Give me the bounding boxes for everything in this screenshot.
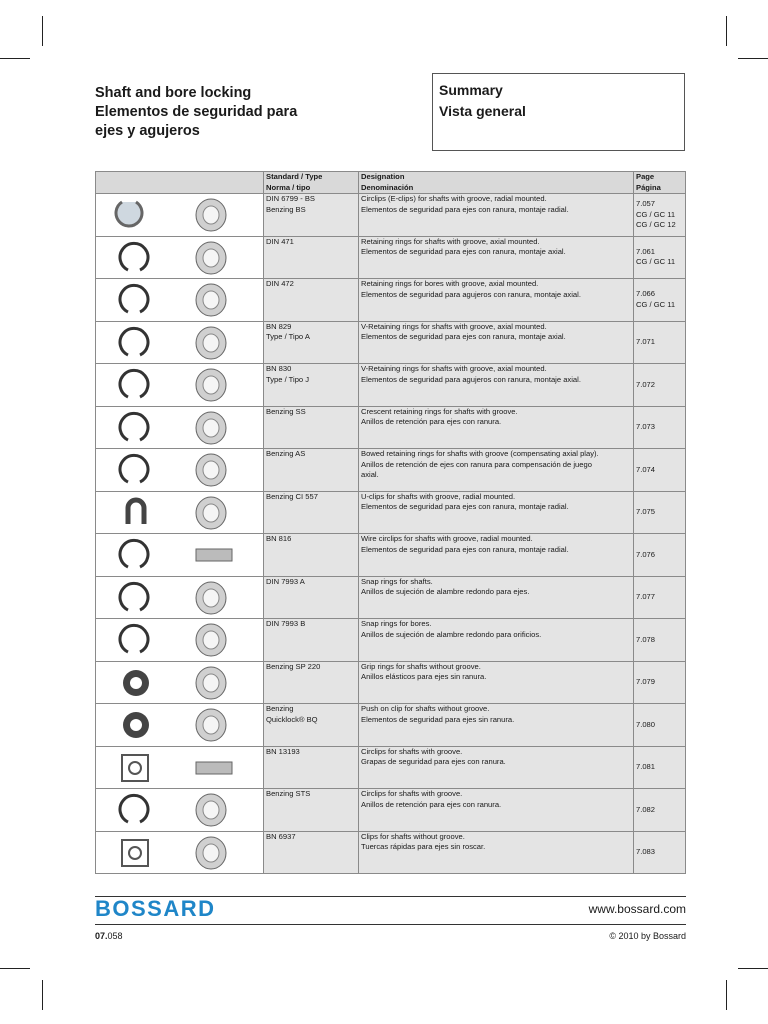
table-row <box>96 449 686 492</box>
row-page-text: 7.076 <box>636 549 656 559</box>
crop-mark <box>42 980 43 1010</box>
row-page-text: 7.072 <box>636 379 656 389</box>
row-page-cell <box>634 534 686 577</box>
row-standard-cell <box>264 406 359 449</box>
crop-mark <box>738 58 768 59</box>
clip-no-groove-icon <box>98 832 262 873</box>
row-standard-text: DIN 7993 A <box>266 576 305 586</box>
row-designation-cell <box>359 491 634 534</box>
row-designation-text: Clips for shafts without groove. <box>361 831 465 841</box>
crop-mark <box>42 16 43 46</box>
row-designation-text: Anillos elásticos para ejes sin ranura. <box>361 672 487 682</box>
website-link[interactable]: www.bossard.com <box>588 902 686 916</box>
snap-ring-bore-icon <box>98 619 262 660</box>
row-designation-text: Bowed retaining rings for shafts with groove (compensating axial play). <box>361 449 599 459</box>
crescent-ring-icon <box>98 407 262 448</box>
row-designation-cell <box>359 789 634 832</box>
row-standard-text: Benzing SS <box>266 406 306 416</box>
row-page-text: CG / GC 11 <box>636 209 676 219</box>
row-designation-cell <box>359 364 634 407</box>
row-page-cell <box>634 661 686 704</box>
row-standard-cell <box>264 491 359 534</box>
header-designation-en: Designation <box>361 172 405 181</box>
row-standard-cell <box>264 704 359 747</box>
summary-subtitle: Vista general <box>439 103 526 119</box>
row-designation-text: Anillos de retención de ejes con ranura para compensación de juego <box>361 459 592 469</box>
row-page-text: 7.082 <box>636 804 656 814</box>
row-designation-text: Elementos de seguridad para ejes con ranura, montaje radial. <box>361 502 569 512</box>
grip-ring-icon <box>98 662 262 703</box>
summary-box <box>432 73 685 151</box>
row-page-text: 7.079 <box>636 677 656 687</box>
row-standard-text: BN 830 <box>266 364 292 374</box>
row-designation-text: Grip rings for shafts without groove. <box>361 661 481 671</box>
row-page-text: 7.074 <box>636 464 656 474</box>
row-image-cell <box>96 449 264 492</box>
table-row <box>96 576 686 619</box>
row-designation-text: Elementos de seguridad para agujeros con ranura, montaje axial. <box>361 289 581 299</box>
row-standard-text: Type / Tipo J <box>266 374 310 384</box>
table-header-row <box>96 172 686 194</box>
table-row <box>96 279 686 322</box>
row-page-text: 7.080 <box>636 719 656 729</box>
row-standard-cell <box>264 364 359 407</box>
row-designation-text: Snap rings for bores. <box>361 619 432 629</box>
table-row <box>96 406 686 449</box>
snap-ring-shaft-icon <box>98 577 262 618</box>
header-page <box>634 172 686 194</box>
row-designation-cell <box>359 704 634 747</box>
row-image-cell <box>96 704 264 747</box>
header-page-es: Página <box>636 182 661 192</box>
row-standard-text: DIN 471 <box>266 236 294 246</box>
row-standard-cell <box>264 449 359 492</box>
row-page-text: 7.083 <box>636 847 656 857</box>
e-clip-icon <box>98 194 262 235</box>
row-standard-cell <box>264 279 359 322</box>
copyright: © 2010 by Bossard <box>609 931 686 941</box>
row-designation-cell <box>359 831 634 874</box>
circlip-sts-icon <box>98 789 262 830</box>
row-designation-text: Anillos de sujeción de alambre redondo para ejes. <box>361 587 530 597</box>
table-row <box>96 194 686 237</box>
row-designation-text: Anillos de retención para ejes con ranura. <box>361 417 502 427</box>
row-standard-text: DIN 7993 B <box>266 619 306 629</box>
v-ring-shaft-icon <box>98 322 262 363</box>
table-row <box>96 704 686 747</box>
retaining-ring-shaft-icon <box>98 237 262 278</box>
row-designation-cell <box>359 321 634 364</box>
push-on-clip-icon <box>98 704 262 745</box>
row-page-cell <box>634 364 686 407</box>
table-row <box>96 364 686 407</box>
row-page-cell <box>634 236 686 279</box>
row-designation-cell <box>359 279 634 322</box>
row-standard-text: Benzing CI 557 <box>266 491 318 501</box>
row-page-cell <box>634 321 686 364</box>
page-number <box>95 931 123 941</box>
circlip-13193-icon <box>98 747 262 788</box>
row-designation-text: Snap rings for shafts. <box>361 576 433 586</box>
row-standard-text: Benzing BS <box>266 204 306 214</box>
row-designation-cell <box>359 619 634 662</box>
row-standard-cell <box>264 321 359 364</box>
row-standard-text: Benzing SP 220 <box>266 661 321 671</box>
row-designation-text: Tuercas rápidas para ejes sin roscar. <box>361 842 486 852</box>
row-standard-text: DIN 472 <box>266 279 294 289</box>
row-designation-text: Anillos de retención para ejes con ranura. <box>361 799 502 809</box>
row-image-cell <box>96 236 264 279</box>
row-standard-text: DIN 6799 - BS <box>266 194 315 204</box>
u-clip-icon <box>98 492 262 533</box>
header-standard-es: Norma / tipo <box>266 182 311 192</box>
row-designation-text: V-Retaining rings for shafts with groove, axial mounted. <box>361 364 547 374</box>
header-standard-en: Standard / Type <box>266 172 323 181</box>
row-page-text: CG / GC 11 <box>636 299 676 309</box>
row-standard-text: Benzing <box>266 704 294 714</box>
table-row <box>96 746 686 789</box>
row-designation-cell <box>359 534 634 577</box>
row-standard-text: BN 829 <box>266 321 292 331</box>
header-page-en: Page <box>636 172 655 181</box>
title-line: Shaft and bore locking <box>95 85 252 101</box>
product-table <box>95 171 686 874</box>
row-image-cell <box>96 789 264 832</box>
summary-title: Summary <box>439 82 503 98</box>
row-image-cell <box>96 194 264 237</box>
row-page-text: 7.071 <box>636 337 656 347</box>
row-image-cell <box>96 321 264 364</box>
row-designation-text: Elementos de seguridad para ejes con ranura, montaje radial. <box>361 544 569 554</box>
wire-circlip-icon <box>98 534 262 575</box>
row-page-cell <box>634 194 686 237</box>
title-line: ejes y agujeros <box>95 123 200 139</box>
row-designation-text: Circlips for shafts with groove. <box>361 746 463 756</box>
row-standard-cell <box>264 746 359 789</box>
crop-mark <box>738 968 768 969</box>
row-image-cell <box>96 576 264 619</box>
row-page-cell <box>634 619 686 662</box>
row-standard-text: Quicklock® BQ <box>266 714 318 724</box>
row-designation-cell <box>359 194 634 237</box>
row-standard-text: BN 816 <box>266 534 292 544</box>
table-row <box>96 789 686 832</box>
row-designation-text: Wire circlips for shafts with groove, radial mounted. <box>361 534 533 544</box>
row-designation-cell <box>359 576 634 619</box>
bowed-ring-icon <box>98 449 262 490</box>
row-designation-text: Circlips for shafts with groove. <box>361 789 463 799</box>
row-page-text: CG / GC 12 <box>636 220 676 230</box>
row-designation-cell <box>359 449 634 492</box>
row-page-cell <box>634 831 686 874</box>
row-page-cell <box>634 406 686 449</box>
row-standard-cell <box>264 194 359 237</box>
table-row <box>96 236 686 279</box>
row-designation-cell <box>359 406 634 449</box>
table-row <box>96 661 686 704</box>
retaining-ring-bore-icon <box>98 279 262 320</box>
row-designation-text: Elementos de seguridad para ejes con ranura, montaje radial. <box>361 204 569 214</box>
row-standard-text: Benzing STS <box>266 789 311 799</box>
row-designation-text: Elementos de seguridad para agujeros con ranura, montaje axial. <box>361 374 581 384</box>
v-ring-bore-icon <box>98 364 262 405</box>
table-row <box>96 534 686 577</box>
table-row <box>96 491 686 534</box>
row-designation-text: V-Retaining rings for shafts with groove, axial mounted. <box>361 321 547 331</box>
row-image-cell <box>96 279 264 322</box>
row-standard-cell <box>264 576 359 619</box>
row-page-cell <box>634 491 686 534</box>
row-designation-text: Elementos de seguridad para ejes sin ranura. <box>361 714 515 724</box>
row-designation-cell <box>359 746 634 789</box>
row-designation-text: Anillos de sujeción de alambre redondo para orificios. <box>361 629 542 639</box>
row-standard-text: BN 6937 <box>266 831 296 841</box>
row-standard-cell <box>264 831 359 874</box>
row-standard-cell <box>264 534 359 577</box>
row-page-text: 7.057 <box>636 199 656 209</box>
crop-mark <box>726 16 727 46</box>
row-page-cell <box>634 449 686 492</box>
row-designation-text: Push on clip for shafts without groove. <box>361 704 490 714</box>
page-num: 058 <box>107 931 123 941</box>
row-image-cell <box>96 364 264 407</box>
row-designation-text: U-clips for shafts with groove, radial mounted. <box>361 491 516 501</box>
row-standard-cell <box>264 789 359 832</box>
row-page-text: 7.061 <box>636 246 656 256</box>
bossard-logo: BOSSARD <box>95 896 216 921</box>
header-designation-es: Denominación <box>361 182 414 192</box>
row-page-text: 7.077 <box>636 592 656 602</box>
row-designation-text: Circlips (E-clips) for shafts with groove, radial mounted. <box>361 194 547 204</box>
row-designation-cell <box>359 661 634 704</box>
row-standard-text: Type / Tipo A <box>266 332 310 342</box>
row-standard-cell <box>264 619 359 662</box>
row-page-cell <box>634 576 686 619</box>
row-page-cell <box>634 789 686 832</box>
title-line: Elementos de seguridad para <box>95 104 298 120</box>
row-designation-text: Grapas de seguridad para ejes con ranura. <box>361 757 506 767</box>
table-row <box>96 619 686 662</box>
row-standard-text: Benzing AS <box>266 449 306 459</box>
row-designation-text: axial. <box>361 470 379 480</box>
row-image-cell <box>96 746 264 789</box>
row-designation-text: Elementos de seguridad para ejes con ranura, montaje axial. <box>361 247 566 257</box>
row-standard-cell <box>264 236 359 279</box>
row-standard-text: BN 13193 <box>266 746 300 756</box>
row-image-cell <box>96 831 264 874</box>
row-page-text: CG / GC 11 <box>636 257 676 267</box>
crop-mark <box>726 980 727 1010</box>
row-designation-text: Retaining rings for bores with groove, axial mounted. <box>361 279 539 289</box>
crop-mark <box>0 968 30 969</box>
row-page-text: 7.073 <box>636 422 656 432</box>
footer-rule <box>95 924 686 925</box>
header-image <box>96 172 264 194</box>
page-title <box>95 84 395 141</box>
row-page-text: 7.078 <box>636 634 656 644</box>
table-row <box>96 321 686 364</box>
row-image-cell <box>96 534 264 577</box>
row-designation-text: Crescent retaining rings for shafts with groove. <box>361 406 518 416</box>
header-standard <box>264 172 359 194</box>
table-row <box>96 831 686 874</box>
row-page-text: 7.075 <box>636 507 656 517</box>
row-designation-text: Retaining rings for shafts with groove, axial mounted. <box>361 236 540 246</box>
row-standard-cell <box>264 661 359 704</box>
row-page-text: 7.081 <box>636 762 656 772</box>
row-designation-cell <box>359 236 634 279</box>
row-page-cell <box>634 279 686 322</box>
row-image-cell <box>96 661 264 704</box>
page-chapter: 07. <box>95 931 108 941</box>
row-page-cell <box>634 746 686 789</box>
row-image-cell <box>96 619 264 662</box>
row-image-cell <box>96 406 264 449</box>
row-page-text: 7.066 <box>636 289 656 299</box>
row-image-cell <box>96 491 264 534</box>
header-designation <box>359 172 634 194</box>
row-designation-text: Elementos de seguridad para ejes con ranura, montaje axial. <box>361 332 566 342</box>
row-page-cell <box>634 704 686 747</box>
crop-mark <box>0 58 30 59</box>
